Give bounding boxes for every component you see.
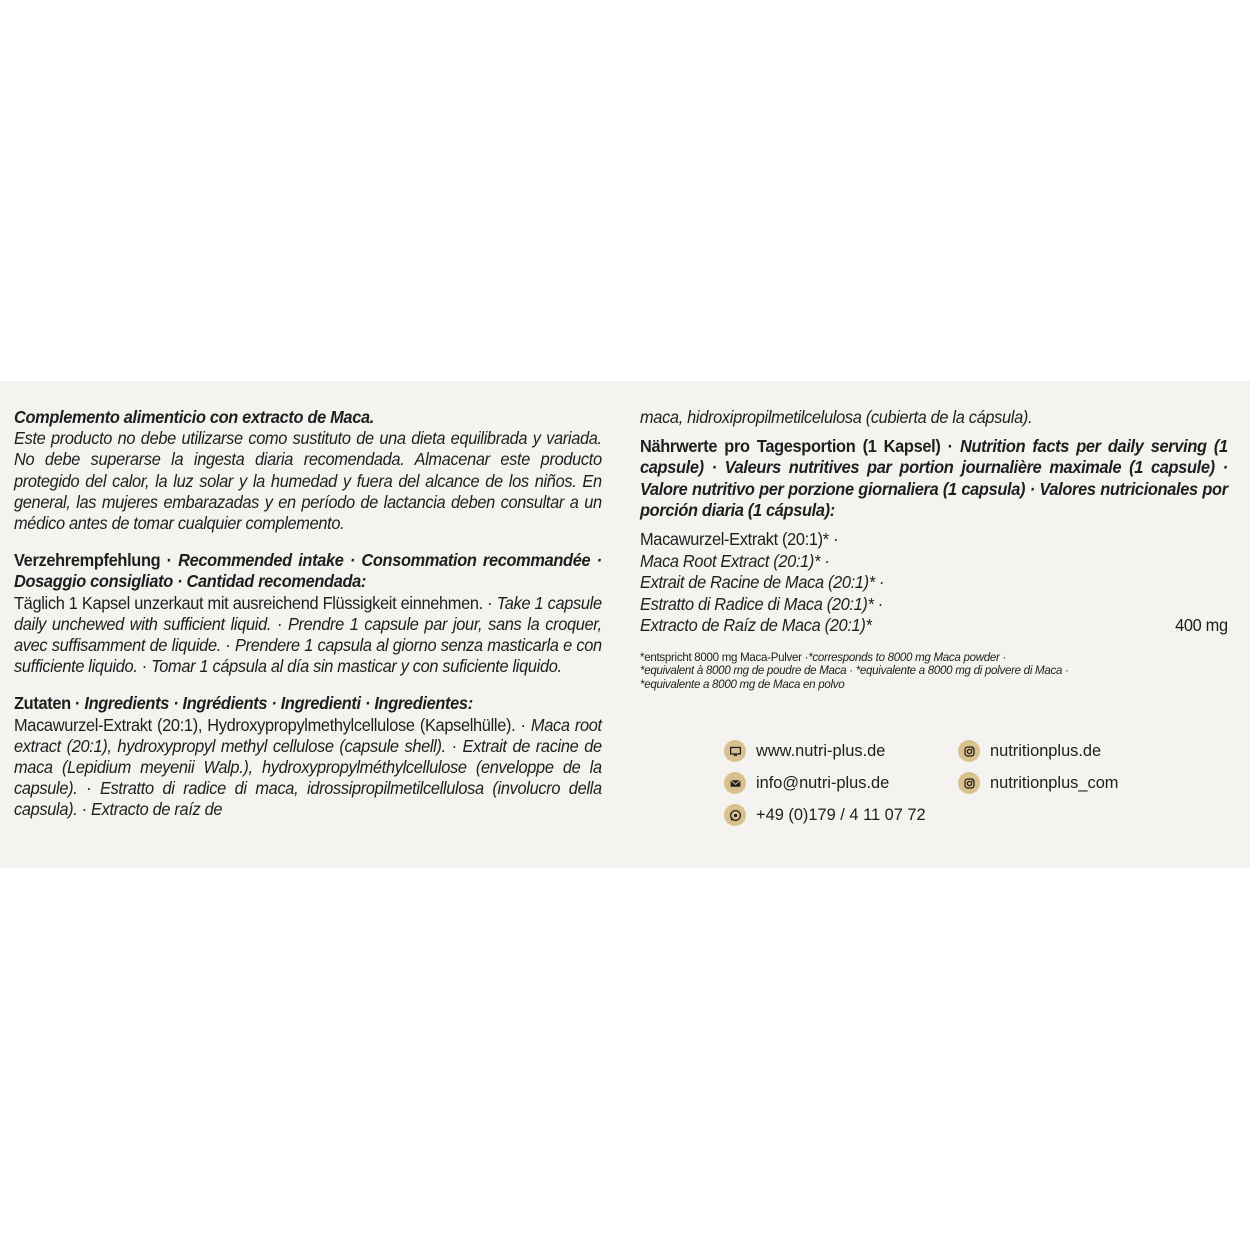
instagram-icon: [958, 740, 980, 762]
instagram-de-link[interactable]: nutritionplus.de: [958, 739, 1101, 763]
phone-link[interactable]: +49 (0)179 / 4 11 07 72: [724, 803, 926, 827]
monitor-icon: [724, 740, 746, 762]
instagram-icon: [958, 772, 980, 794]
nutrition-amount: 400 mg: [1175, 615, 1228, 636]
instagram-com-link[interactable]: nutritionplus_com: [958, 771, 1118, 795]
intro-text: Este producto no debe utilizarse como sustituto de una dieta equilibrada y variada. No debe superarse la ingesta diaria recomendada. Almacenar este producto protegido del calor, la luz solar y la humedad y fuera del alcance de los niños. En general, las mujeres embarazadas y en período de lactancia deben consultar a un médico antes de tomar cualquier complemento.: [14, 428, 602, 534]
ingredients-continuation: maca, hidroxipropilmetilcelulosa (cubierta de la cápsula).: [640, 407, 1033, 427]
nutrition-heading: Nährwerte pro Tagesportion (1 Kapsel) · Nutrition facts per daily serving (1 capsule) · Valeurs nutritives par portion journalière maximale (1 capsule) · Valore nutritivo per porzione giornaliera (1 capsula) · Valores nutricionales por porción diaria (1 cápsula):: [640, 436, 1228, 520]
footnote: *entspricht 8000 mg Maca-Pulver ·*corresponds to 8000 mg Maca powder · *equivalent à 8000 mg de poudre de Maca · *equivalente a 8000 mg di polvere di Maca · *equivalente a 8000 mg de Maca en polvo: [640, 649, 1069, 691]
envelope-icon: [724, 772, 746, 794]
nutrition-table: [640, 529, 1228, 637]
email-link[interactable]: info@nutri-plus.de: [724, 771, 889, 795]
whatsapp-icon: [724, 804, 746, 826]
nutrition-row: Estratto di Radice di Maca (20:1)* ·: [640, 593, 883, 614]
right-column: [640, 407, 1228, 691]
nutrition-row: Extracto de Raíz de Maca (20:1)* 400 mg: [640, 615, 1228, 636]
nutrition-row: Maca Root Extract (20:1)* ·: [640, 550, 830, 571]
left-column: [14, 407, 602, 821]
product-label-panel: [0, 381, 1250, 868]
nutrition-row: Macawurzel-Extrakt (20:1)* ·: [640, 529, 839, 550]
product-title: Complemento alimenticio con extracto de Maca.: [14, 407, 374, 427]
intake-heading: Verzehrempfehlung · Recommended intake · Consommation recommandée · Dosaggio consigliato · Cantidad recomendada:: [14, 550, 602, 592]
nutrition-row: Extrait de Racine de Maca (20:1)* ·: [640, 572, 885, 593]
ingredients-heading: Zutaten · Ingredients · Ingrédients · Ingredienti · Ingredientes:: [14, 693, 473, 714]
ingredients-text: Macawurzel-Extrakt (20:1), Hydroxypropylmethylcellulose (Kapselhülle). · Maca root extract (20:1), hydroxypropyl methyl cellulose (capsule shell). · Extrait de racine de maca (Lepidium meyenii Walp.), hydroxypropylméthylcellulose (enveloppe de la capsule). · Estratto di radice di maca, idrossipropilmetilcellulosa (involucro della capsula). · Extracto de raíz de: [14, 714, 602, 820]
intake-text: Täglich 1 Kapsel unzerkaut mit ausreichend Flüssigkeit einnehmen. · Take 1 capsule daily unchewed with sufficient liquid. · Prendre 1 capsule par jour, sans la croquer, avec suffisamment de liquide. · Prendere 1 capsula al giorno senza masticarla e con sufficiente liquido. · Tomar 1 cápsula al día sin masticar y con suficiente liquido.: [14, 592, 602, 677]
website-link[interactable]: www.nutri-plus.de: [724, 739, 885, 763]
